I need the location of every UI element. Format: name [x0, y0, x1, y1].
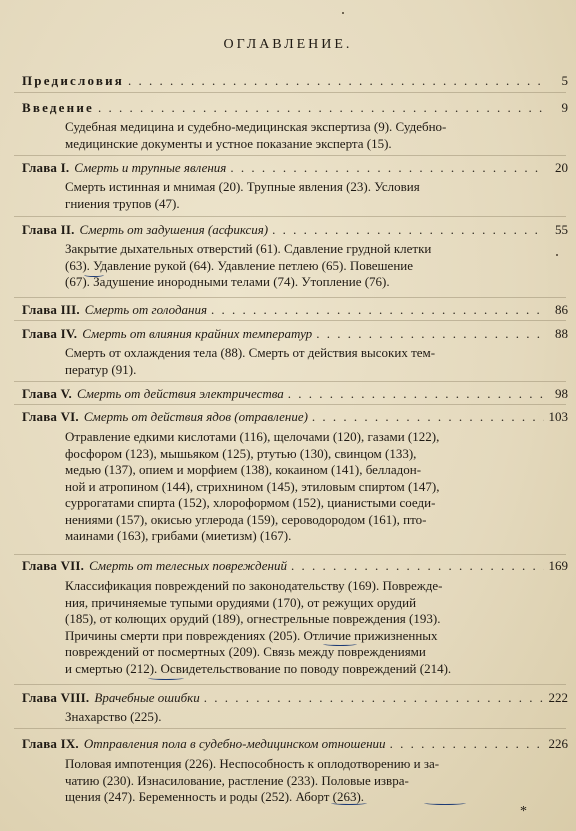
chapter-title: Смерть от телесных повреждений: [89, 558, 287, 573]
dot-leader: [211, 302, 544, 318]
chapter-label: Предисловия: [22, 73, 124, 88]
chapter-title: Смерть от действия электричества: [76, 386, 284, 401]
pen-underline-mark: [148, 676, 184, 680]
page-number: 222: [548, 690, 568, 705]
chapter-subtopics: [65, 241, 561, 291]
subtopic-line: (67). Задушение инородными телами (74). Утопление (76).: [65, 274, 390, 289]
subtopic-line: ной и атропином (144), стрихнином (145), этиловым спиртом (147),: [65, 478, 440, 494]
subtopic-line: Закрытие дыхательных отверстий (61). Сдавление грудной клетки: [65, 241, 432, 256]
paper-speck: [342, 12, 344, 14]
subtopic-line: Половая импотенция (226). Неспособность к оплодотворению и за-: [65, 756, 440, 771]
dot-leader: [272, 222, 544, 238]
chapter-title: Смерть от влияния крайних температур: [82, 326, 313, 341]
subtopic-line: щения (247). Беременность и роды (252). Аборт (263).: [65, 789, 365, 804]
toc-entry-heading: [22, 386, 568, 404]
chapter-label: Глава VI.: [22, 409, 79, 424]
chapter-label: Глава IV.: [22, 326, 78, 341]
subtopic-line: гниения трупов (47).: [65, 195, 180, 211]
section-divider: [14, 155, 566, 156]
section-divider: [14, 684, 566, 685]
subtopic-line: и смертью (212). Освидетельствование по поводу повреждений (214).: [65, 660, 452, 676]
dot-leader: [204, 690, 544, 706]
section-divider: [14, 554, 566, 555]
chapter-label: Глава V.: [22, 386, 72, 401]
subtopic-line: чатию (230). Изнасилование, растление (233). Половые извра-: [65, 772, 409, 788]
dot-leader: [312, 409, 544, 425]
subtopic-line: ператур (91).: [65, 361, 137, 377]
chapter-title: Смерть от действия ядов (отравление): [83, 409, 308, 424]
page-number: 55: [555, 222, 568, 237]
page-number: 88: [555, 326, 568, 341]
subtopic-line: (185), от колющих орудий (189), огнестрельные повреждения (193).: [65, 611, 441, 626]
dot-leader: [291, 558, 544, 574]
dot-leader: [390, 736, 544, 752]
chapter-subtopics: [65, 709, 561, 726]
chapter-title: Смерть от задушения (асфиксия): [79, 222, 269, 237]
chapter-label: Глава IX.: [22, 736, 79, 751]
chapter-subtopics: [65, 578, 561, 677]
subtopic-line: Судебная медицина и судебно-медицинская экспертиза (9). Судебно-: [65, 119, 447, 134]
chapter-title: Смерть и трупные явления: [74, 160, 227, 175]
chapter-title: Врачебные ошибки: [94, 690, 200, 705]
subtopic-line: Смерть истинная и мнимая (20). Трупные явления (23). Условия: [65, 179, 420, 194]
toc-entry-heading: [22, 736, 568, 754]
subtopic-line: Отравление едкими кислотами (116), щелочами (120), газами (122),: [65, 429, 440, 444]
pen-underline-mark: [424, 801, 466, 805]
subtopic-line: маинами (163), грибами (миетизм) (167).: [65, 528, 292, 543]
chapter-subtopics: [65, 119, 561, 152]
section-divider: [14, 92, 566, 93]
pen-underline-mark: [84, 273, 104, 277]
dot-leader: [128, 73, 544, 89]
section-divider: [14, 381, 566, 382]
chapter-label: Глава I.: [22, 160, 70, 175]
pen-underline-mark: [331, 801, 367, 805]
dot-leader: [230, 160, 544, 176]
pen-underline-mark: [323, 642, 357, 646]
subtopic-line: фосфором (123), мышьяком (125), ртутью (130), свинцом (133),: [65, 445, 417, 461]
toc-entry-heading: [22, 302, 568, 320]
section-divider: [14, 320, 566, 321]
chapter-label: Глава III.: [22, 302, 80, 317]
section-divider: [14, 297, 566, 298]
subtopic-line: Причины смерти при повреждениях (205). Отличие прижизненных: [65, 627, 438, 643]
toc-entry-heading: [22, 326, 568, 344]
toc-entry-heading: [22, 73, 568, 91]
chapter-label: Глава VII.: [22, 558, 85, 573]
subtopic-line: Знахарство (225).: [65, 709, 162, 724]
page-number: 5: [561, 73, 568, 88]
chapter-subtopics: [65, 345, 561, 378]
subtopic-line: Смерть от охлаждения тела (88). Смерть от действия высоких тем-: [65, 345, 436, 360]
chapter-label: Глава VIII.: [22, 690, 90, 705]
page-number: 169: [548, 558, 568, 573]
subtopic-line: ния, причиняемые тупыми орудиями (170), от режущих орудий: [65, 594, 417, 610]
chapter-label: Глава II.: [22, 222, 75, 237]
subtopic-line: Классификация повреждений по законодательству (169). Поврежде-: [65, 578, 443, 593]
subtopic-line: повреждений от посмертных (209). Связь между повреждениями: [65, 644, 426, 659]
page-number: 9: [561, 100, 568, 115]
chapter-subtopics: [65, 429, 561, 545]
dot-leader: [98, 100, 544, 116]
chapter-title: Отправления пола в судебно-медицинском отношении: [83, 736, 386, 751]
chapter-label: Введение: [22, 100, 94, 115]
chapter-subtopics: [65, 179, 561, 212]
dot-leader: [288, 386, 544, 402]
chapter-subtopics: [65, 756, 561, 806]
subtopic-line: медью (137), опием и морфием (138), кокаином (141), белладон-: [65, 462, 422, 477]
toc-entry-heading: [22, 160, 568, 178]
section-divider: [14, 728, 566, 729]
subtopic-line: (63). Удавление рукой (64). Удавление петлею (65). Повешение: [65, 257, 414, 273]
subtopic-line: нениями (157), окисью углерода (159), сероводородом (161), пто-: [65, 511, 427, 527]
paper-speck: [556, 254, 558, 256]
footer-asterisk: *: [520, 804, 527, 819]
page-number: 226: [548, 736, 568, 751]
page-number: 98: [555, 386, 568, 401]
subtopic-line: медицинские документы и устное показание эксперта (15).: [65, 135, 392, 151]
toc-entry-heading: [22, 100, 568, 118]
toc-entry-heading: [22, 222, 568, 240]
page-title: ОГЛАВЛЕНИЕ.: [223, 37, 353, 52]
toc-entry-heading: [22, 690, 568, 708]
page-number: 86: [555, 302, 568, 317]
page-number: 103: [548, 409, 568, 424]
dot-leader: [316, 326, 544, 342]
toc-entry-heading: [22, 409, 568, 427]
section-divider: [14, 216, 566, 217]
subtopic-line: суррогатами спирта (152), хлороформом (152), цианистыми соеди-: [65, 495, 436, 510]
chapter-title: Смерть от голодания: [84, 302, 208, 317]
toc-entry-heading: [22, 558, 568, 576]
section-divider: [14, 404, 566, 405]
page-number: 20: [555, 160, 568, 175]
